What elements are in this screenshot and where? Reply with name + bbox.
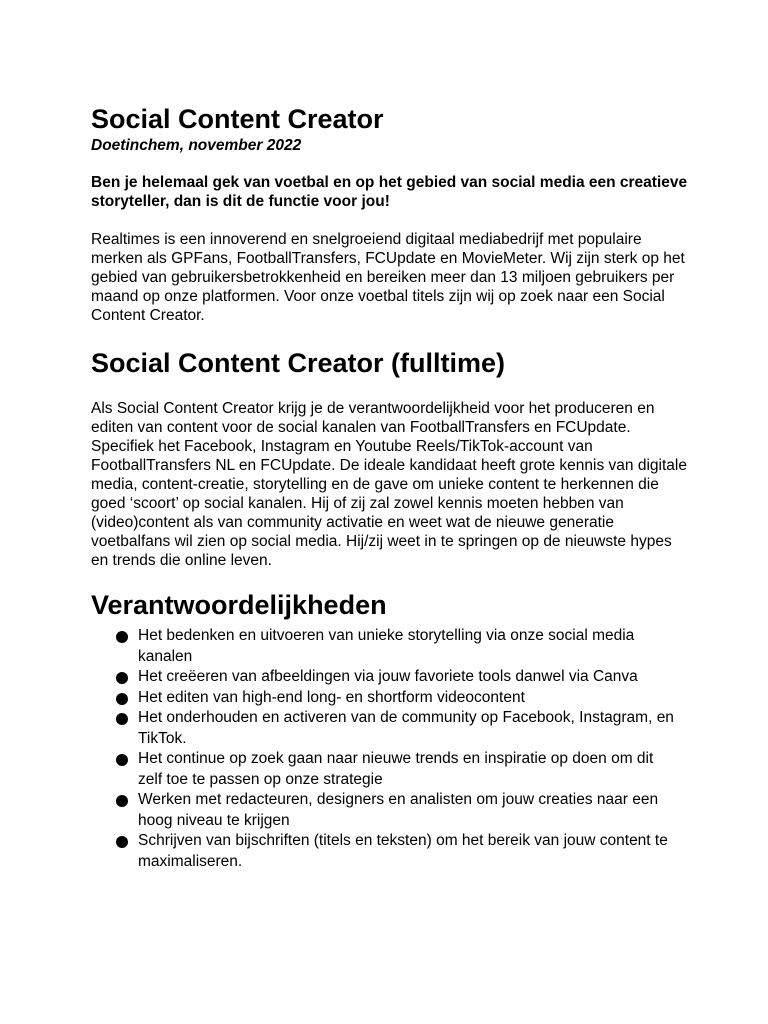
- bullet-icon: [116, 693, 128, 705]
- responsibilities-list: [91, 626, 691, 872]
- page-title: Social Content Creator: [91, 104, 384, 134]
- list-item: [91, 790, 678, 831]
- list-item: [91, 708, 678, 749]
- section-heading-fulltime: Social Content Creator (fulltime): [91, 348, 506, 378]
- list-item-text: Schrijven van bijschriften (titels en teksten) om het bereik van jouw content te maximaliseren.: [138, 832, 668, 870]
- list-item: [91, 749, 678, 790]
- list-item-text: Het bedenken en uitvoeren van unieke storytelling via onze social media kanalen: [138, 627, 635, 665]
- document-page: [91, 102, 691, 872]
- list-item-text: Het editen van high-end long- en shortform videocontent: [138, 688, 525, 706]
- list-item-text: Werken met redacteuren, designers en analisten om jouw creaties naar een hoog niveau te krijgen: [138, 791, 659, 829]
- list-item-text: Het onderhouden en activeren van de community op Facebook, Instagram, en TikTok.: [138, 709, 674, 747]
- list-item: [91, 667, 678, 688]
- section-paragraph-fulltime: Als Social Content Creator krijg je de verantwoordelijkheid voor het produceren en editen van content voor de social kanalen van FootballTransfers en FCUpdate. Specifiek het Facebook, Instagram en Youtube Reels/TikTok-account van FootballTransfers NL en FCUpdate. De ideale kandidaat heeft grote kennis van digitale media, content-creatie, storytelling en de gave om unieke content te herkennen die goed ‘scoort’ op social kanalen. Hij of zij zal zowel kennis moeten hebben van (video)content als van community activatie en weet wat de nieuwe generatie voetbalfans wil zien op social media. Hij/zij weet in te springen op de nieuwste hypes en trends die online leven.: [91, 400, 687, 569]
- list-item: [91, 688, 678, 709]
- bullet-icon: [116, 672, 128, 684]
- list-item-text: Het creëeren van afbeeldingen via jouw favoriete tools danwel via Canva: [138, 668, 638, 685]
- bullet-icon: [116, 713, 128, 725]
- list-item: [91, 626, 678, 667]
- lead-paragraph: Ben je helemaal gek van voetbal en op het gebied van social media een creatieve storyteller, dan is dit de functie voor jou!: [91, 174, 688, 210]
- list-item: [91, 831, 678, 872]
- bullet-icon: [116, 795, 128, 807]
- section-heading-responsibilities: Verantwoordelijkheden: [91, 590, 387, 620]
- intro-paragraph: Realtimes is een innoverend en snelgroeiend digitaal mediabedrijf met populaire merken als GPFans, FootballTransfers, FCUpdate en MovieMeter. Wij zijn sterk op het gebied van gebruikersbetrokkenheid en bereiken meer dan 13 miljoen gebruikers per maand op onze platformen. Voor onze voetbal titels zijn wij op zoek naar een Social Content Creator.: [91, 231, 685, 324]
- list-item-text: Het continue op zoek gaan naar nieuwe trends en inspiratie op doen om dit zelf toe te passen op onze strategie: [138, 750, 654, 788]
- bullet-icon: [116, 631, 128, 643]
- bullet-icon: [116, 754, 128, 766]
- bullet-icon: [116, 836, 128, 848]
- location-date: Doetinchem, november 2022: [91, 137, 302, 154]
